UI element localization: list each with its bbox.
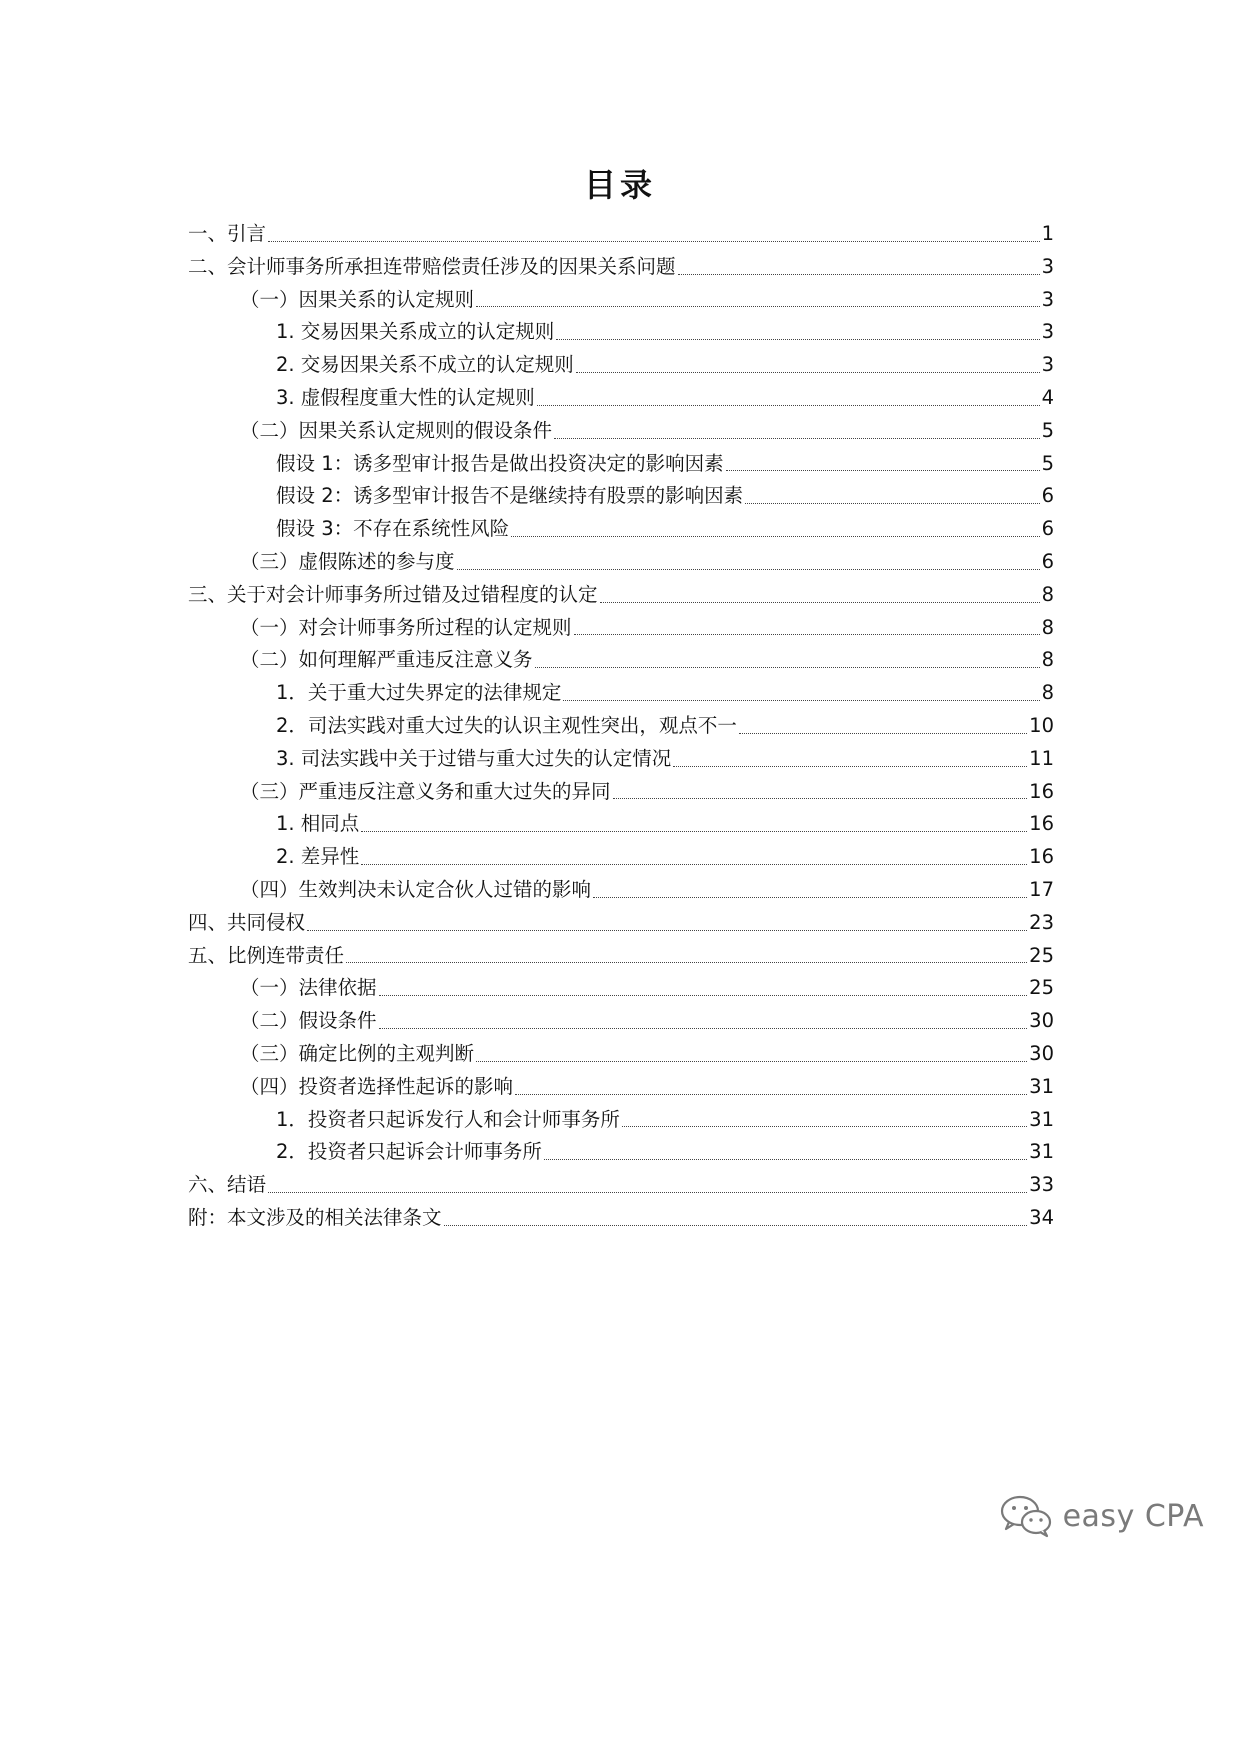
dot-leader [739,733,1027,734]
toc-entry-text: 假设 1：诱多型审计报告是做出投资决定的影响因素 [276,451,724,475]
toc-page-number: 11 [1029,746,1054,770]
toc-entry[interactable] [188,677,1054,710]
toc-entry[interactable] [188,284,1054,317]
toc-entry[interactable] [188,1202,1054,1235]
toc-entry[interactable] [188,743,1054,776]
toc-page-number: 1 [1041,222,1054,245]
toc-entry-text: 五、比例连带责任 [188,943,345,967]
dot-leader [600,602,1040,603]
dot-leader [361,831,1027,832]
toc-entry-text: （二）因果关系认定规则的假设条件 [240,418,553,442]
toc-page-number: 4 [1041,385,1054,409]
dot-leader [544,1159,1027,1160]
dot-leader [515,1094,1027,1095]
toc-page-number: 10 [1029,713,1054,737]
dot-leader [361,864,1027,865]
toc-entry-text: 1．投资者只起诉发行人和会计师事务所 [276,1107,620,1131]
dot-leader [457,569,1040,570]
dot-leader [745,503,1039,504]
toc-page-number: 23 [1029,910,1054,934]
dot-leader [537,405,1040,406]
toc-entry[interactable] [188,546,1054,579]
toc-page-number: 33 [1029,1173,1054,1197]
toc-entry[interactable] [188,940,1054,973]
page-title: 目录 [583,166,656,204]
toc-entry-text: （一）对会计师事务所过程的认定规则 [240,615,572,639]
watermark [999,1494,1204,1538]
dot-leader [622,1126,1027,1127]
toc-entry[interactable] [188,579,1054,612]
toc-entry-text: 三、关于对会计师事务所过错及过错程度的认定 [188,582,598,606]
toc-entry-text: 假设 3：不存在系统性风险 [276,517,510,541]
dot-leader [678,274,1040,275]
toc-entry[interactable] [188,776,1054,809]
toc-page-number: 5 [1041,418,1054,442]
toc-entry[interactable] [188,972,1054,1005]
toc-entry-text: 3. 司法实践中关于过错与重大过失的认定情况 [276,746,672,770]
toc-entry[interactable] [188,349,1054,382]
toc-entry-text: 1．关于重大过失界定的法律规定 [276,681,562,705]
dot-leader [476,1061,1027,1062]
toc-page-number: 8 [1041,582,1054,606]
toc-page-number: 6 [1041,549,1054,573]
toc-page-number: 16 [1029,845,1054,869]
dot-leader [673,766,1027,767]
toc-entry-text: 1. 交易因果关系成立的认定规则 [276,320,555,344]
toc-entry[interactable] [188,415,1054,448]
toc-entry[interactable] [188,1104,1054,1137]
toc-page-number: 31 [1029,1107,1054,1131]
toc-page-number: 8 [1041,615,1054,639]
watermark-text: easy CPA [1062,1498,1204,1534]
toc-page-number: 3 [1041,353,1054,377]
toc-page-number: 6 [1041,517,1054,541]
toc-entry[interactable] [188,316,1054,349]
toc-entry[interactable] [188,218,1054,251]
toc-entry[interactable] [188,513,1054,546]
dot-leader [268,1192,1027,1193]
toc-entry[interactable] [188,808,1054,841]
toc-entry[interactable] [188,251,1054,284]
dot-leader [593,897,1027,898]
dot-leader [511,536,1039,537]
dot-leader [613,798,1028,799]
dot-leader [535,667,1040,668]
toc-entry-text: 六、结语 [188,1173,267,1197]
toc-entry-text: （四）投资者选择性起诉的影响 [240,1074,514,1098]
toc-page-number: 25 [1029,976,1054,1000]
wechat-icon [999,1494,1055,1538]
dot-leader [346,962,1027,963]
toc-entry[interactable] [188,1038,1054,1071]
toc-entry-text: 二、会计师事务所承担连带赔偿责任涉及的因果关系问题 [188,254,676,278]
toc-page-number: 30 [1029,1009,1054,1033]
dot-leader [576,372,1040,373]
toc-page-number: 8 [1041,681,1054,705]
toc-entry-text: （三）确定比例的主观判断 [240,1041,475,1065]
dot-leader [379,995,1028,996]
toc-entry[interactable] [188,448,1054,481]
toc-entry-text: （一）因果关系的认定规则 [240,287,475,311]
dot-leader [268,241,1040,242]
toc-entry-text: （三）严重违反注意义务和重大过失的异同 [240,779,611,803]
toc-entry-text: 四、共同侵权 [188,910,306,934]
toc-entry[interactable] [188,1005,1054,1038]
toc-entry[interactable] [188,1071,1054,1104]
toc-page-number: 25 [1029,943,1054,967]
toc-entry[interactable] [188,1169,1054,1202]
toc-entry[interactable] [188,710,1054,743]
toc-page-number: 3 [1041,254,1054,278]
toc-page-number: 16 [1029,812,1054,836]
toc-page-number: 3 [1041,320,1054,344]
toc-page-number: 34 [1029,1205,1054,1229]
toc-entry-text: 假设 2：诱多型审计报告不是继续持有股票的影响因素 [276,484,744,508]
toc-entry[interactable] [188,480,1054,513]
toc-entry[interactable] [188,874,1054,907]
toc-entry-text: 一、引言 [188,222,267,245]
dot-leader [563,700,1039,701]
toc-page-number: 16 [1029,779,1054,803]
toc-page-number: 31 [1029,1074,1054,1098]
toc-entry-text: 2．投资者只起诉会计师事务所 [276,1140,542,1164]
toc-entry-text: 2. 差异性 [276,845,360,869]
toc-entry-text: 2．司法实践对重大过失的认识主观性突出，观点不一 [276,713,737,737]
toc-page-number: 30 [1029,1041,1054,1065]
dot-leader [554,438,1040,439]
toc-page-number: 5 [1041,451,1054,475]
toc-page-number: 3 [1041,287,1054,311]
toc-entry[interactable] [188,612,1054,645]
toc-entry-text: 3. 虚假程度重大性的认定规则 [276,385,535,409]
toc-entry-text: （二）如何理解严重违反注意义务 [240,648,533,672]
dot-leader [476,306,1040,307]
toc-page-number: 8 [1041,648,1054,672]
toc-page-number: 6 [1041,484,1054,508]
toc-page-number: 17 [1029,877,1054,901]
toc-page-number: 31 [1029,1140,1054,1164]
table-of-contents [188,218,1054,1235]
dot-leader [726,470,1040,471]
dot-leader [307,930,1027,931]
toc-entry-text: 附：本文涉及的相关法律条文 [188,1205,442,1229]
toc-entry[interactable] [188,382,1054,415]
dot-leader [556,339,1039,340]
toc-entry-text: （一）法律依据 [240,976,377,1000]
toc-entry[interactable] [188,644,1054,677]
toc-entry-text: （二）假设条件 [240,1009,377,1033]
toc-entry-text: 1. 相同点 [276,812,360,836]
toc-entry-text: （三）虚假陈述的参与度 [240,549,455,573]
dot-leader [379,1028,1028,1029]
toc-entry[interactable] [188,907,1054,940]
toc-entry-text: 2. 交易因果关系不成立的认定规则 [276,353,574,377]
toc-entry[interactable] [188,1136,1054,1169]
dot-leader [574,634,1040,635]
toc-entry[interactable] [188,841,1054,874]
dot-leader [444,1225,1028,1226]
toc-entry-text: （四）生效判决未认定合伙人过错的影响 [240,877,592,901]
